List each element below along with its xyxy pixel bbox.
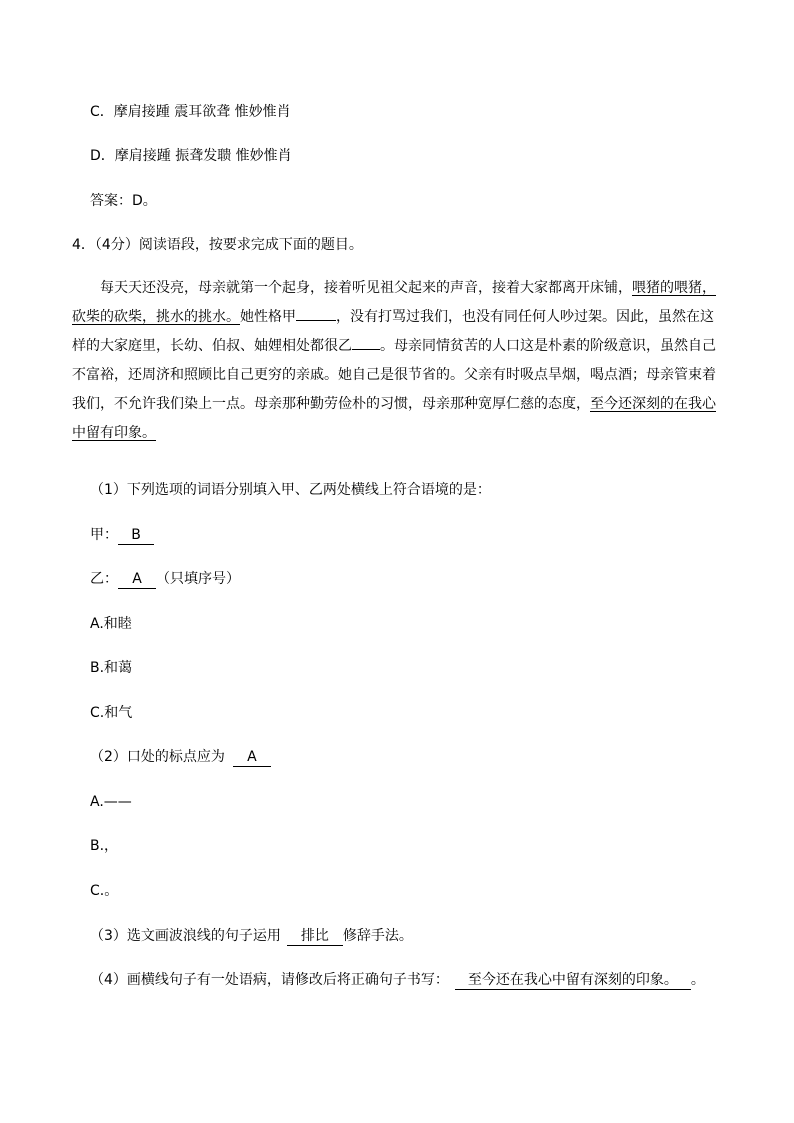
sub-question-2-line bbox=[90, 747, 271, 767]
sub3-answer: 排比 bbox=[287, 927, 343, 946]
jia-answer-line bbox=[90, 525, 154, 545]
yi-note: （只填序号） bbox=[156, 571, 240, 587]
sub2-answer: A bbox=[233, 748, 271, 767]
yi-label: 乙： bbox=[90, 571, 118, 587]
sub4-suffix: 。 bbox=[690, 972, 705, 988]
blank-jia bbox=[296, 305, 336, 321]
jia-label: 甲： bbox=[90, 527, 118, 543]
sub-question-1-prompt: （1）下列选项的词语分别填入甲、乙两处横线上符合语境的是： bbox=[90, 482, 491, 498]
sub1-option-a: A.和睦 bbox=[90, 616, 132, 632]
sub2-option-a: A.—— bbox=[90, 794, 132, 810]
passage-text-1: 每天天还没亮，母亲就第一个起身，接着听见祖父起来的声音，接着大家都离开床铺， bbox=[100, 280, 632, 296]
jia-answer: B bbox=[118, 526, 154, 545]
sub-question-4-line bbox=[90, 970, 705, 990]
passage-text-3: ，没有打骂过我们，也没有同任何人吵过架。因此，虽然在这样的大家庭里，长幼、伯叔、妯娌相处都很乙 bbox=[72, 309, 714, 354]
sub1-option-c: C.和气 bbox=[90, 705, 133, 721]
sub-question-4-prompt: （4）画横线句子有一处语病，请修改后将正确句子书写： bbox=[90, 972, 449, 988]
sub-question-2-prompt: （2）口处的标点应为 bbox=[90, 749, 225, 765]
passage-text-2: 她性格甲 bbox=[240, 309, 296, 325]
option-c: C．摩肩接踵 震耳欲聋 惟妙惟肖 bbox=[90, 104, 291, 120]
passage-text-4: 。母亲同情贫苦的人口这是朴素的阶级意识，虽然自己不富裕，还周济和照顾比自己更穷的亲戚。她自己是很节省的。父亲有时吸点旱烟，喝点酒；母亲管束着我们，不允许我们染上一点。母亲那种勤劳俭朴的习惯，母亲那种宽厚仁慈的态度， bbox=[72, 338, 716, 412]
underlined-sentence: 至今还深刻的在我心中留有印象。 bbox=[72, 396, 716, 441]
wavy-underlined-sentence: 喂猪的喂猪，砍柴的砍柴，挑水的挑水。 bbox=[72, 280, 716, 325]
sub2-option-c: C.。 bbox=[90, 883, 119, 899]
sub-question-3-line bbox=[90, 926, 413, 946]
option-d: D．摩肩接踵 振聋发聩 惟妙惟肖 bbox=[90, 148, 292, 164]
sub-question-3-prompt: （3）选文画波浪线的句子运用 bbox=[90, 928, 281, 944]
blank-yi bbox=[352, 334, 380, 350]
answer-text: 答案：D。 bbox=[90, 193, 157, 209]
yi-answer-line bbox=[90, 569, 240, 589]
sub1-option-b: B.和蔼 bbox=[90, 660, 133, 676]
question-4-title: 4．（4分）阅读语段，按要求完成下面的题目。 bbox=[72, 237, 363, 253]
sub2-option-b: B.， bbox=[90, 838, 119, 854]
reading-passage bbox=[72, 274, 722, 448]
yi-answer: A bbox=[118, 570, 156, 589]
sub4-answer: 至今还在我心中留有深刻的印象。 bbox=[455, 971, 691, 990]
sub3-suffix: 修辞手法。 bbox=[342, 928, 413, 944]
